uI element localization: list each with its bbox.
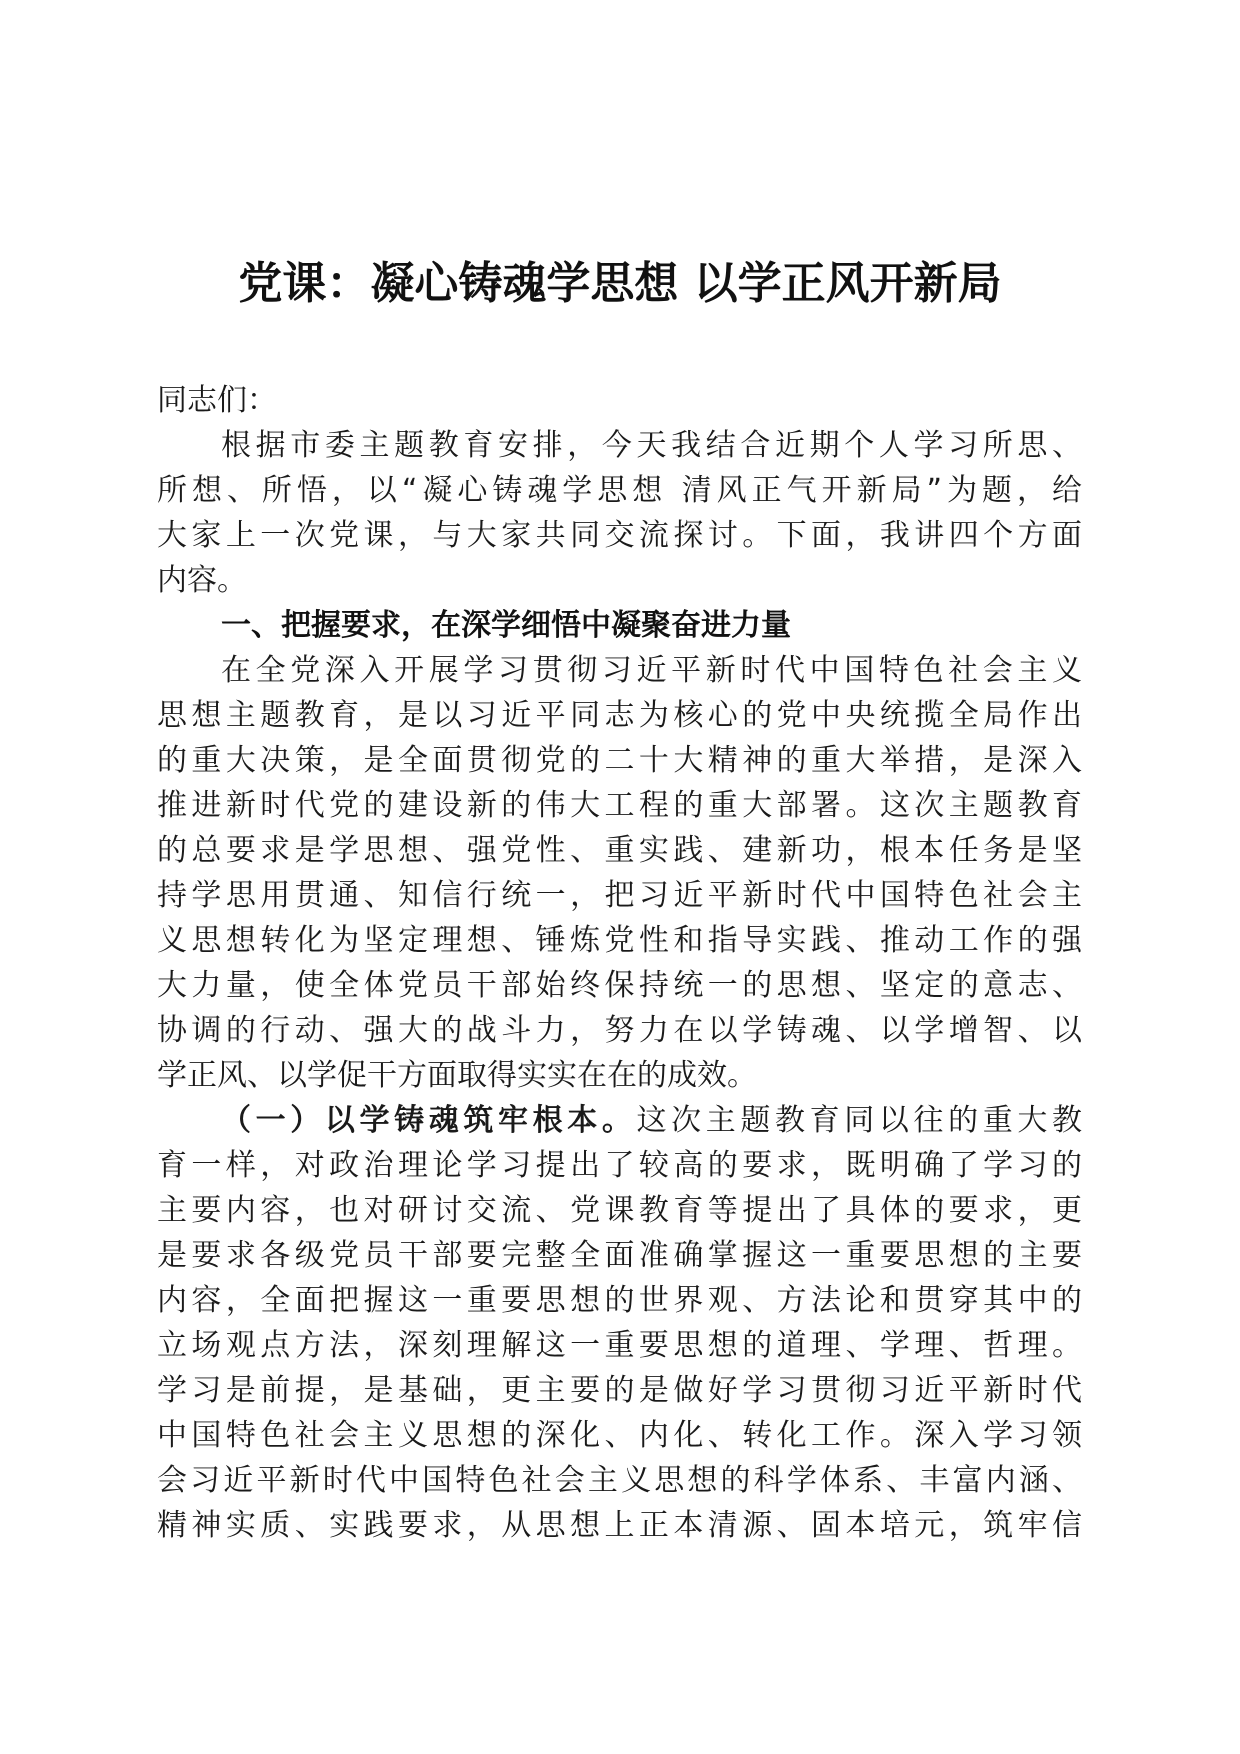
section-1-line: 推进新时代党的建设新的伟大工程的重大部署。这次主题教育: [157, 788, 1082, 823]
section-1-line: 大力量，使全体党员干部始终保持统一的思想、坚定的意志、: [157, 968, 1082, 1003]
section-1-line: 学正风、以学促干方面取得实实在在的成效。: [157, 1058, 757, 1093]
section-1-line: 持学思用贯通、知信行统一，把习近平新时代中国特色社会主: [157, 878, 1082, 913]
subsection-1-line: 中国特色社会主义思想的深化、内化、转化工作。深入学习领: [157, 1418, 1082, 1453]
document-body: [157, 378, 1082, 1548]
section-1-line: 思想主题教育，是以习近平同志为核心的党中央统揽全局作出: [157, 698, 1082, 733]
subsection-1-line: 学习是前提，是基础，更主要的是做好学习贯彻习近平新时代: [157, 1373, 1082, 1408]
section-1-line: 协调的行动、强大的战斗力，努力在以学铸魂、以学增智、以: [157, 1013, 1082, 1048]
subsection-1-paragraph: [157, 1098, 1082, 1548]
subsection-1-line: 内容，全面把握这一重要思想的世界观、方法论和贯穿其中的: [157, 1283, 1082, 1318]
section-heading: 一、把握要求，在深学细悟中凝聚奋进力量: [221, 608, 791, 643]
section-1-line: 义思想转化为坚定理想、锤炼党性和指导实践、推动工作的强: [157, 923, 1082, 958]
intro-paragraph: [157, 423, 1082, 603]
intro-line: 根据市委主题教育安排，今天我结合近期个人学习所思、: [221, 428, 1082, 463]
subsection-1-line: 立场观点方法，深刻理解这一重要思想的道理、学理、哲理。: [157, 1328, 1082, 1363]
subsection-1-lead: （一）以学铸魂筑牢根本。: [221, 1103, 637, 1138]
intro-line: 内容。: [157, 563, 247, 598]
subsection-1-line: 精神实质、实践要求，从思想上正本清源、固本培元，筑牢信: [157, 1508, 1082, 1543]
document-title: 党课：凝心铸魂学思想 以学正风开新局: [238, 258, 1002, 309]
subsection-1-line: 是要求各级党员干部要完整全面准确掌握这一重要思想的主要: [157, 1238, 1082, 1273]
intro-line: 大家上一次党课，与大家共同交流探讨。下面，我讲四个方面: [157, 518, 1082, 553]
subsection-1-first-rest: 这次主题教育同以往的重大教: [636, 1103, 1082, 1138]
subsection-1-first-line: [157, 1098, 1082, 1143]
section-1-line: 的总要求是学思想、强党性、重实践、建新功，根本任务是坚: [157, 833, 1082, 868]
intro-line: 所想、所悟，以“凝心铸魂学思想 清风正气开新局”为题，给: [157, 473, 1082, 508]
salutation-line: 同志们：: [157, 383, 277, 418]
subsection-1-line: 育一样，对政治理论学习提出了较高的要求，既明确了学习的: [157, 1148, 1082, 1183]
salutation: [157, 378, 1082, 423]
section-1-line: 在全党深入开展学习贯彻习近平新时代中国特色社会主义: [221, 653, 1082, 688]
section-1-heading: [157, 603, 1082, 648]
subsection-1-line: 主要内容，也对研讨交流、党课教育等提出了具体的要求，更: [157, 1193, 1082, 1228]
subsection-1-line: 会习近平新时代中国特色社会主义思想的科学体系、丰富内涵、: [157, 1463, 1082, 1498]
section-1-line: 的重大决策，是全面贯彻党的二十大精神的重大举措，是深入: [157, 743, 1082, 778]
section-1-paragraph: [157, 648, 1082, 1098]
